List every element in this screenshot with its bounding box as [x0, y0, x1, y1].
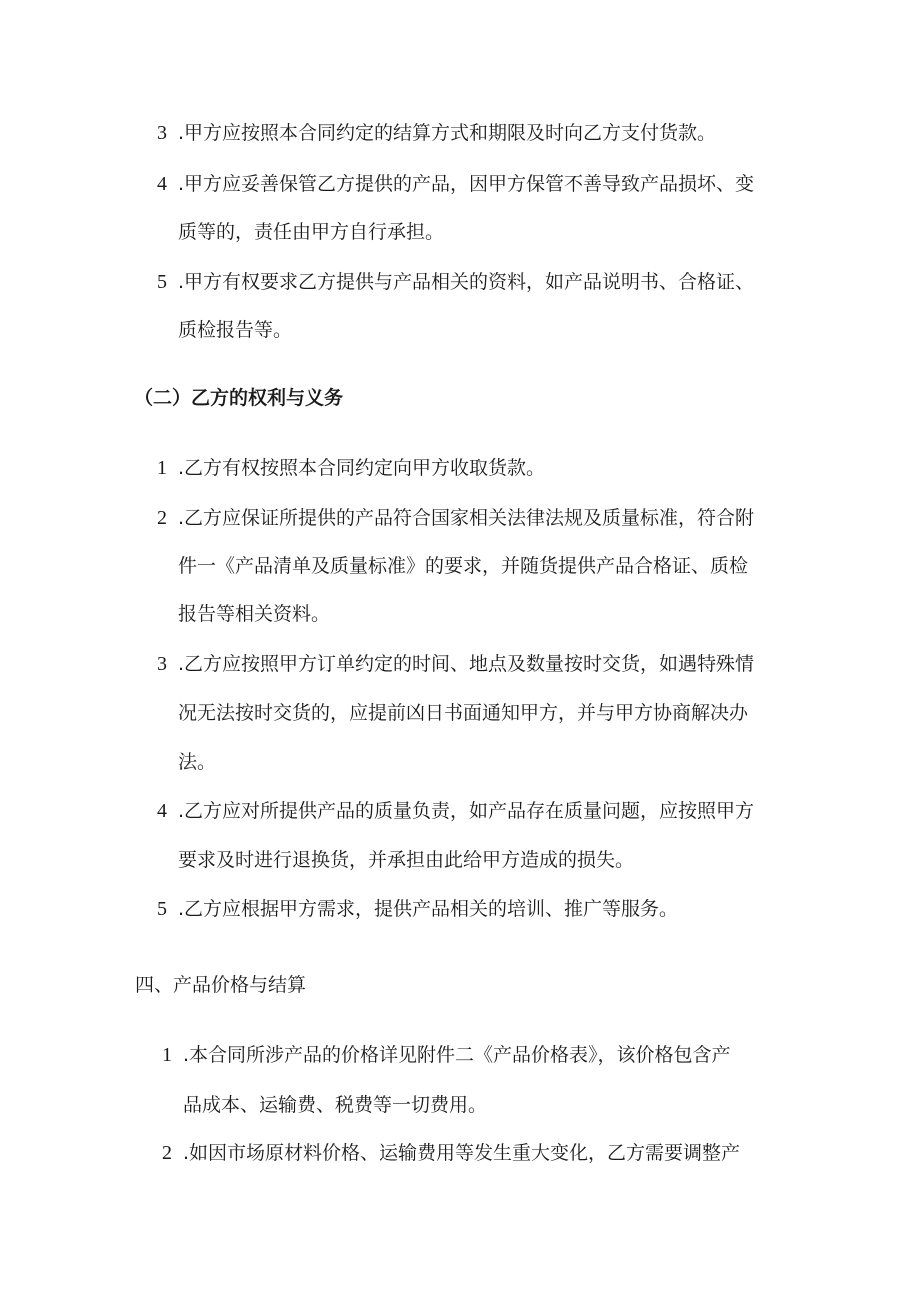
item-text-continued: 质检报告等。 [178, 319, 293, 341]
item-text: .乙方应根据甲方需求，提供产品相关的培训、推广等服务。 [178, 898, 679, 920]
item-text: .乙方有权按照本合同约定向甲方收取货款。 [178, 457, 546, 479]
item-text-continued: 法。 [178, 751, 217, 773]
item-number: 2 [157, 507, 167, 529]
section-title: 四、产品价格与结算 [135, 974, 307, 996]
item-text: .甲方应按照本合同约定的结算方式和期限及时向乙方支付货款。 [178, 122, 717, 144]
item-text-continued: 报告等相关资料。 [178, 603, 331, 625]
item-text: .如因市场原材料价格、运输费用等发生重大变化，乙方需要调整产 [183, 1142, 741, 1164]
item-number: 4 [157, 173, 167, 195]
item-number: 5 [157, 898, 167, 920]
item-text: .乙方应按照甲方订单约定的时间、地点及数量按时交货，如遇特殊情 [178, 653, 755, 675]
item-text: .甲方有权要求乙方提供与产品相关的资料，如产品说明书、合格证、 [178, 271, 755, 293]
subsection-heading: （二）乙方的权利与义务 [134, 387, 344, 409]
item-number: 3 [157, 122, 167, 144]
item-number: 4 [157, 800, 167, 822]
item-text: .甲方应妥善保管乙方提供的产品，因甲方保管不善导致产品损坏、变 [178, 173, 755, 195]
item-number: 1 [157, 457, 167, 479]
item-text-continued: 品成本、运输费、税费等一切费用。 [183, 1094, 488, 1116]
item-number: 2 [162, 1142, 172, 1164]
item-number: 3 [157, 653, 167, 675]
item-text-continued: 要求及时进行退换货，并承担由此给甲方造成的损失。 [178, 849, 635, 871]
item-text: .本合同所涉产品的价格详见附件二《产品价格表》，该价格包含产 [183, 1044, 731, 1066]
item-text: .乙方应保证所提供的产品符合国家相关法律法规及质量标准，符合附 [178, 507, 755, 529]
item-text-continued: 质等的，责任由甲方自行承担。 [178, 221, 445, 243]
item-text-continued: 况无法按时交货的，应提前凶日书面通知甲方，并与甲方协商解决办 [178, 702, 749, 724]
item-text-continued: 件一《产品清单及质量标准》的要求，并随货提供产品合格证、质检 [178, 555, 749, 577]
item-number: 5 [157, 271, 167, 293]
item-text: .乙方应对所提供产品的质量负责，如产品存在质量问题，应按照甲方 [178, 800, 755, 822]
item-number: 1 [162, 1044, 172, 1066]
